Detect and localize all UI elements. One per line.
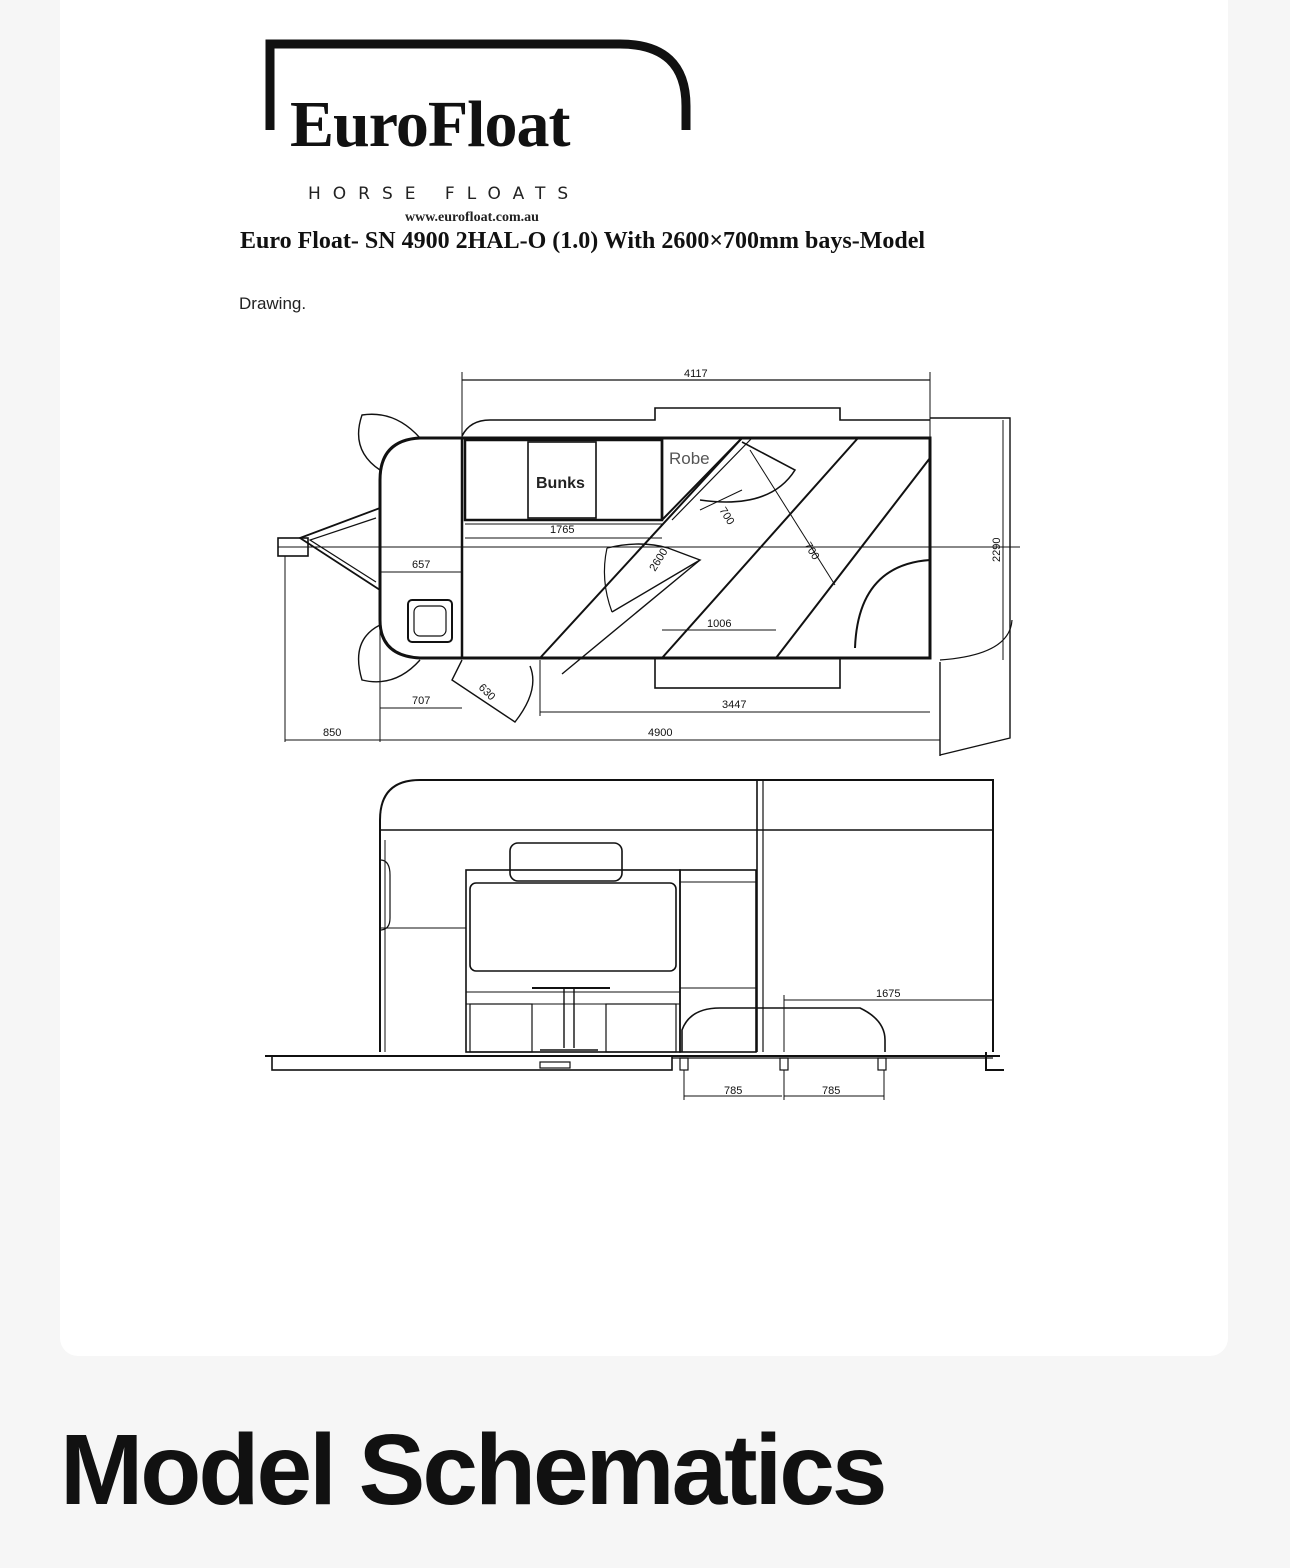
dim-drawbar: 850 xyxy=(323,727,342,739)
dim-overall-length: 4900 xyxy=(648,727,673,739)
dim-bay-width-lower: 700 xyxy=(801,540,822,563)
dim-bunk-length: 1765 xyxy=(550,524,575,536)
label-bunks: Bunks xyxy=(536,475,585,492)
section-heading: Model Schematics xyxy=(60,1414,885,1526)
plan-view xyxy=(278,368,1020,756)
dim-bay-gap: 1006 xyxy=(707,618,732,630)
dim-width: 2290 xyxy=(991,537,1003,562)
dim-body-length: 3447 xyxy=(722,699,747,711)
dim-front-offset: 657 xyxy=(412,559,431,571)
dim-axle-spacing-rear: 785 xyxy=(822,1085,841,1097)
logo-tagline: HORSE FLOATS xyxy=(308,184,581,204)
document-title: Euro Float- SN 4900 2HAL-O (1.0) With 2600×700mm bays-Model xyxy=(240,228,926,254)
document-caption: Drawing. xyxy=(239,294,307,313)
side-view xyxy=(265,780,1004,1100)
logo-wordmark: EuroFloat xyxy=(290,88,570,161)
dim-overall-top: 4117 xyxy=(684,368,708,380)
dim-axle-spacing-front: 785 xyxy=(724,1085,743,1097)
label-robe: Robe xyxy=(669,449,710,468)
dim-door-offset: 707 xyxy=(412,695,431,707)
dim-bay-width-upper: 700 xyxy=(716,505,737,528)
dim-rear-section: 1675 xyxy=(876,988,901,1000)
dim-bay-length: 2600 xyxy=(647,546,671,574)
dim-door-width: 630 xyxy=(475,681,498,704)
logo-url: www.eurofloat.com.au xyxy=(405,210,539,225)
